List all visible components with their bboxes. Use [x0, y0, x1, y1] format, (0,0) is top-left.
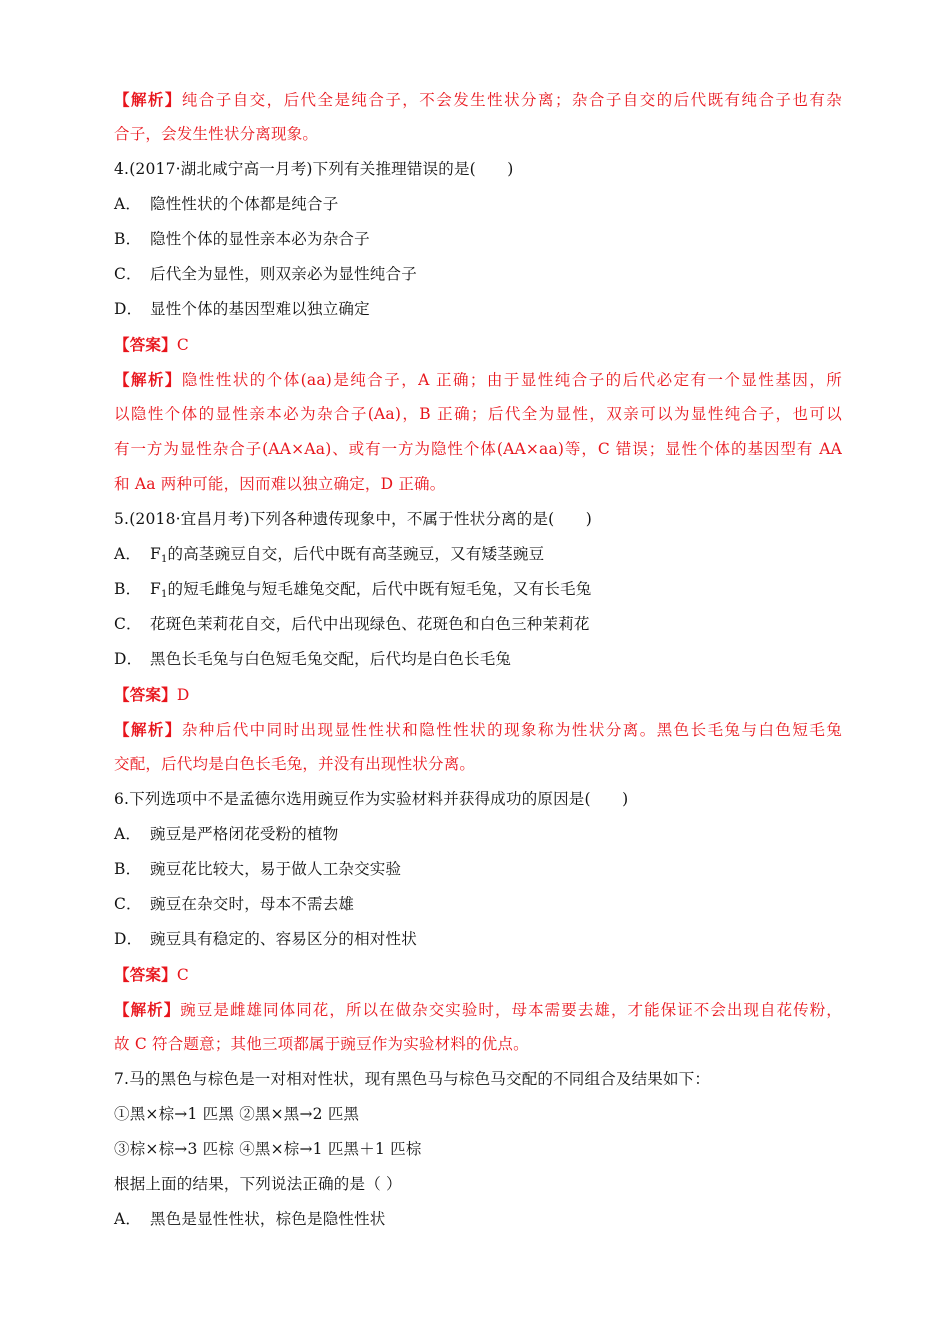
analysis-label: 【解析】: [114, 720, 182, 739]
q4-option-b: B． 隐性个体的显性亲本必为杂合子: [114, 230, 370, 248]
q4-analysis-line-3: 有一方为显性杂合子(AA×Aa)、或有一方为隐性个体(AA×aa)等，C 错误；显性个体的基因型有 AA: [114, 440, 842, 458]
q4-option-c: C． 后代全为显性，则双亲必为显性纯合子: [114, 265, 417, 283]
q4-option-a: A． 隐性性状的个体都是纯合子: [114, 195, 339, 213]
analysis-label: 【解析】: [114, 90, 182, 109]
q6-option-b: B． 豌豆花比较大，易于做人工杂交实验: [114, 860, 402, 878]
q6-option-c: C． 豌豆在杂交时，母本不需去雄: [114, 895, 355, 913]
q6-answer: 【答案】C: [114, 965, 189, 984]
analysis-label: 【解析】: [114, 1000, 181, 1019]
q3-analysis-line-1: 【解析】纯合子自交，后代全是纯合子，不会发生性状分离；杂合子自交的后代既有纯合子也有杂: [114, 90, 842, 109]
document-page: [114, 82, 842, 1237]
q7-option-a: A． 黑色是显性性状，棕色是隐性性状: [114, 1210, 386, 1228]
q6-option-d: D． 豌豆具有稳定的、容易区分的相对性状: [114, 930, 417, 948]
analysis-label: 【解析】: [114, 370, 182, 389]
q5-analysis-line-2: 交配，后代均是白色长毛兔，并没有出现性状分离。: [114, 755, 476, 773]
q5-option-a: A． $F_1$的高茎豌豆自交，后代中既有高茎豌豆，又有矮茎豌豆: [114, 545, 545, 565]
q7-stem: 7.马的黑色与棕色是一对相对性状，现有黑色马与棕色马交配的不同组合及结果如下：: [114, 1070, 711, 1088]
q4-analysis-line-1: 【解析】隐性性状的个体(aa)是纯合子，A 正确；由于显性纯合子的后代必定有一个显性基因，所: [114, 370, 842, 389]
q6-option-a: A． 豌豆是严格闭花受粉的植物: [114, 825, 339, 843]
q4-stem: 4.(2017·湖北咸宁高一月考)下列有关推理错误的是( ): [114, 160, 514, 178]
q5-stem: 5.(2018·宜昌月考)下列各种遗传现象中，不属于性状分离的是( ): [114, 510, 593, 528]
q5-analysis-line-1: 【解析】杂种后代中同时出现显性性状和隐性性状的现象称为性状分离。黑色长毛兔与白色短毛兔: [114, 720, 842, 739]
q4-analysis-line-4: 和 Aa 两种可能，因而难以独立确定，D 正确。: [114, 475, 446, 493]
q6-analysis-line-1: 【解析】豌豆是雌雄同体同花，所以在做杂交实验时，母本需要去雄，才能保证不会出现自花传粉，: [114, 1000, 842, 1019]
q6-analysis-line-2: 故 C 符合题意；其他三项都属于豌豆作为实验材料的优点。: [114, 1035, 529, 1053]
q5-option-d: D． 黑色长毛兔与白色短毛兔交配，后代均是白色长毛兔: [114, 650, 512, 668]
answer-label: 【答案】: [114, 335, 177, 354]
q5-option-b: B． $F_1$的短毛雌兔与短毛雄兔交配，后代中既有短毛兔，又有长毛兔: [114, 580, 592, 600]
q7-cross-line-1: ①黑×棕→1 匹黑 ②黑×黑→2 匹黑: [114, 1105, 360, 1123]
answer-label: 【答案】: [114, 965, 177, 984]
q4-answer: 【答案】C: [114, 335, 189, 354]
q6-stem: 6.下列选项中不是孟德尔选用豌豆作为实验材料并获得成功的原因是( ): [114, 790, 629, 808]
answer-label: 【答案】: [114, 685, 177, 704]
q4-analysis-line-2: 以隐性个体的显性亲本必为杂合子(Aa)，B 正确；后代全为显性，双亲可以为显性纯合子，也可以: [114, 405, 842, 423]
q3-analysis-line-2: 合子，会发生性状分离现象。: [114, 125, 319, 143]
q7-question: 根据上面的结果，下列说法正确的是（ ）: [114, 1175, 402, 1193]
q5-option-c: C． 花斑色茉莉花自交，后代中出现绿色、花斑色和白色三种茉莉花: [114, 615, 590, 633]
q7-cross-line-2: ③棕×棕→3 匹棕 ④黑×棕→1 匹黑＋1 匹棕: [114, 1140, 422, 1158]
q4-option-d: D． 显性个体的基因型难以独立确定: [114, 300, 370, 318]
q5-answer: 【答案】D: [114, 685, 190, 704]
